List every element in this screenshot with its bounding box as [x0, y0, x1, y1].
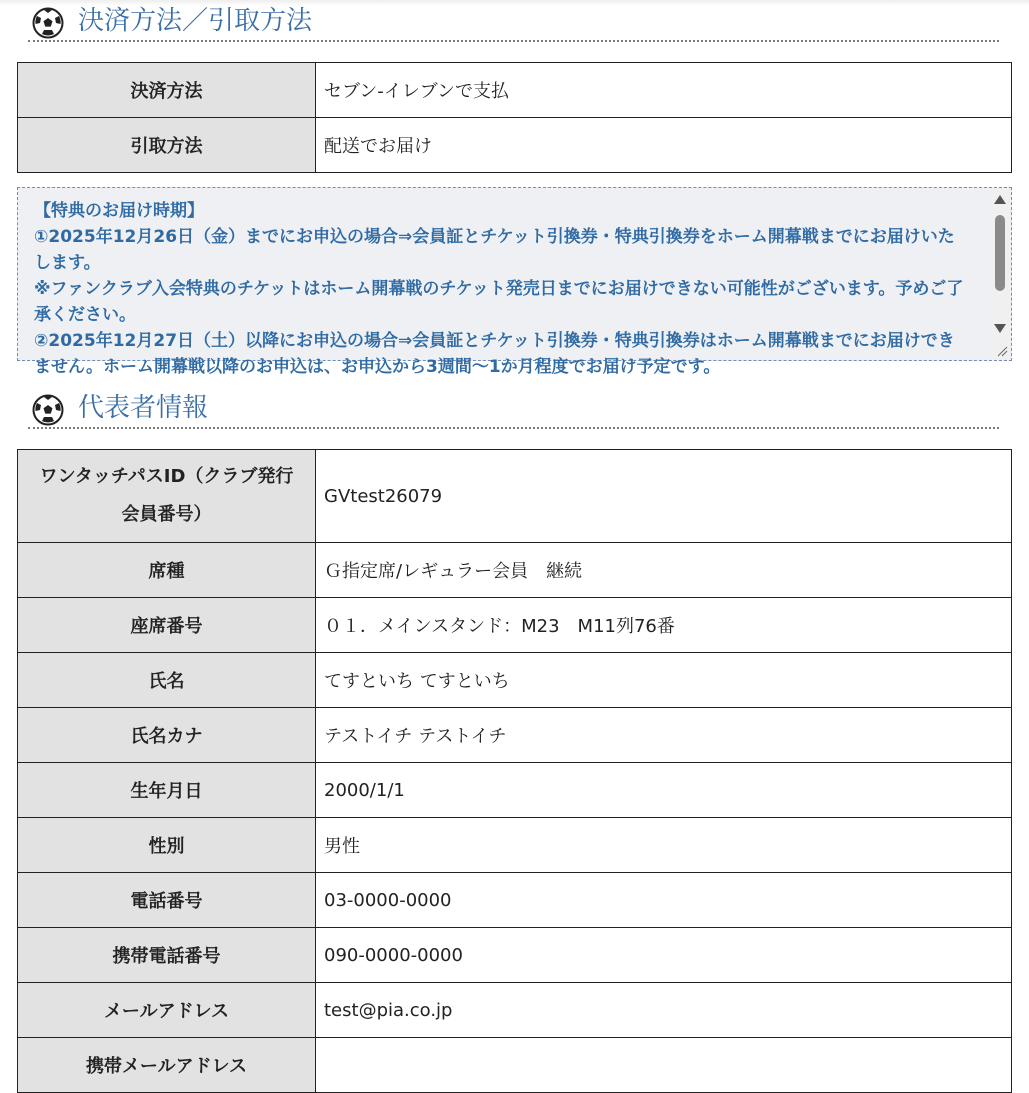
field-value: test@pia.co.jp — [316, 983, 1012, 1038]
table-row — [18, 598, 1012, 653]
notice-line: 【特典のお届け時期】 — [34, 201, 204, 221]
field-value: てすといち てすといち — [316, 653, 1012, 708]
table-row — [18, 653, 1012, 708]
table-row — [18, 63, 1012, 118]
field-label: 氏名 — [18, 653, 316, 708]
field-label: メールアドレス — [18, 983, 316, 1038]
notice-line: ※ファンクラブ入会特典のチケットはホーム開幕戦のチケット発売日までにお届けできない可能性がございます。予めご了 — [34, 279, 964, 299]
scroll-down-arrow-icon[interactable] — [994, 324, 1006, 333]
section-title: 決済方法／引取方法 — [78, 6, 313, 36]
notice-scrollbar[interactable] — [990, 189, 1010, 339]
field-label: 性別 — [18, 818, 316, 873]
table-row — [18, 543, 1012, 598]
notice-line: 承ください。 — [34, 305, 136, 325]
table-row — [18, 450, 1012, 543]
field-value: セブン-イレブンで支払 — [316, 63, 1012, 118]
field-label: 携帯メールアドレス — [18, 1038, 316, 1093]
field-label: 決済方法 — [18, 63, 316, 118]
field-value: GVtest26079 — [316, 450, 1012, 543]
table-row — [18, 708, 1012, 763]
field-label-line: ワンタッチパスID（クラブ発行 — [39, 466, 294, 487]
field-label: 引取方法 — [18, 118, 316, 173]
field-value: 03-0000-0000 — [316, 873, 1012, 928]
field-label: 生年月日 — [18, 763, 316, 818]
field-label: 席種 — [18, 543, 316, 598]
representative-table — [17, 449, 1012, 1093]
resize-grip-icon[interactable] — [990, 339, 1010, 359]
field-value: 2000/1/1 — [316, 763, 1012, 818]
field-value — [316, 1038, 1012, 1093]
representative-section-heading — [28, 389, 999, 429]
notice-line: します。 — [34, 253, 101, 273]
table-row — [18, 983, 1012, 1038]
field-value: Ｇ指定席/レギュラー会員 継続 — [316, 543, 1012, 598]
soccer-ball-icon — [32, 7, 64, 39]
field-value: ０１．メインスタンド：M23 M11列76番 — [316, 598, 1012, 653]
field-value: 配送でお届け — [316, 118, 1012, 173]
payment-section-heading — [28, 2, 999, 42]
scroll-up-arrow-icon[interactable] — [994, 195, 1006, 204]
table-row — [18, 1038, 1012, 1093]
field-value: 男性 — [316, 818, 1012, 873]
notice-line: ①2025年12月26日（金）までにお申込の場合⇒会員証とチケット引換券・特典引換券をホーム開幕戦までにお届けいた — [34, 227, 955, 247]
table-row — [18, 928, 1012, 983]
table-row — [18, 818, 1012, 873]
table-row — [18, 763, 1012, 818]
notice-line: ません。ホーム開幕戦以降のお申込は、お申込から3週間～1か月程度でお届け予定です。 — [34, 357, 721, 377]
table-row — [18, 118, 1012, 173]
field-label: 携帯電話番号 — [18, 928, 316, 983]
field-label — [18, 450, 316, 543]
field-label: 電話番号 — [18, 873, 316, 928]
section-title: 代表者情報 — [78, 393, 209, 423]
field-value: 090-0000-0000 — [316, 928, 1012, 983]
field-label: 氏名カナ — [18, 708, 316, 763]
scroll-thumb[interactable] — [995, 215, 1005, 291]
field-label-line: 会員番号） — [121, 504, 212, 525]
table-row — [18, 873, 1012, 928]
notice-content — [34, 198, 984, 380]
payment-table — [17, 62, 1012, 173]
field-value: テストイチ テストイチ — [316, 708, 1012, 763]
benefit-notice-textarea[interactable] — [17, 187, 1012, 377]
notice-line: ②2025年12月27日（土）以降にお申込の場合⇒会員証とチケット引換券・特典引換券はホーム開幕戦までにお届けでき — [34, 331, 955, 351]
soccer-ball-icon — [32, 394, 64, 426]
field-label: 座席番号 — [18, 598, 316, 653]
